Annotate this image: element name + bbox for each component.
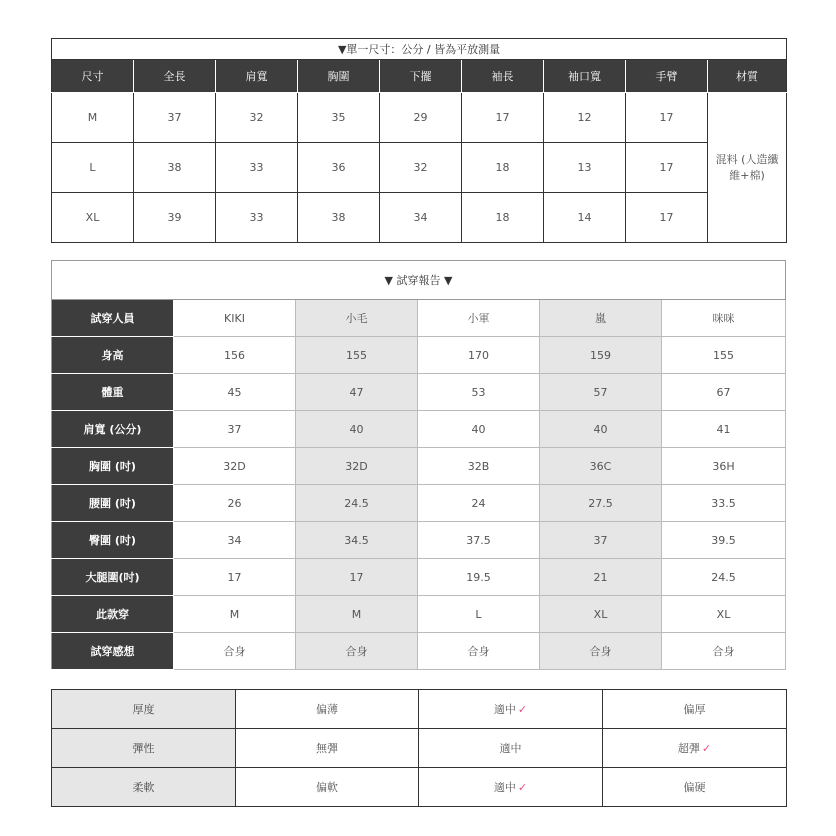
value-cell: 26 (174, 485, 296, 522)
table-row (52, 522, 786, 559)
value-cell: 53 (418, 374, 540, 411)
property-label-cell: 柔軟 (52, 768, 236, 807)
value-cell: 155 (296, 337, 418, 374)
size-cell: 39 (134, 193, 216, 243)
table-row (52, 143, 787, 193)
value-cell: 咪咪 (662, 300, 786, 337)
value-cell: 21 (540, 559, 662, 596)
option-cell (603, 768, 787, 807)
value-cell: 41 (662, 411, 786, 448)
row-header-cell: 胸圍 (吋) (52, 448, 174, 485)
size-cell: 36 (298, 143, 380, 193)
value-cell: 19.5 (418, 559, 540, 596)
value-cell: 40 (418, 411, 540, 448)
value-cell: 156 (174, 337, 296, 374)
option-text: 偏薄 (316, 703, 338, 716)
header-cell: 肩寬 (216, 60, 298, 93)
value-cell: 36C (540, 448, 662, 485)
value-cell: KIKI (174, 300, 296, 337)
value-cell: 47 (296, 374, 418, 411)
header-cell: 手臂 (626, 60, 708, 93)
checkmark-icon: ✓ (517, 781, 528, 794)
value-cell: 34.5 (296, 522, 418, 559)
size-cell: 34 (380, 193, 462, 243)
size-cell: XL (52, 193, 134, 243)
size-cell: 17 (626, 143, 708, 193)
table-row (52, 690, 787, 729)
table-row (52, 485, 786, 522)
header-cell: 全長 (134, 60, 216, 93)
checkmark-icon: ✓ (517, 703, 528, 716)
value-cell: 32D (296, 448, 418, 485)
table-row (52, 559, 786, 596)
checkmark-icon: ✓ (701, 742, 712, 755)
header-cell: 胸圍 (298, 60, 380, 93)
value-cell: 17 (174, 559, 296, 596)
value-cell: 36H (662, 448, 786, 485)
property-label-cell: 厚度 (52, 690, 236, 729)
header-cell: 材質 (708, 60, 787, 93)
row-header-cell: 臀圍 (吋) (52, 522, 174, 559)
value-cell: 32B (418, 448, 540, 485)
value-cell: 27.5 (540, 485, 662, 522)
value-cell: 34 (174, 522, 296, 559)
option-text: 超彈 (677, 742, 700, 755)
material-cell: 混料 (人造纖維+棉) (708, 93, 787, 243)
option-text: 偏厚 (683, 703, 706, 716)
row-header-cell: 大腿圍(吋) (52, 559, 174, 596)
fabric-properties-table (51, 689, 787, 807)
option-cell (236, 729, 419, 768)
option-cell (419, 690, 603, 729)
option-cell (419, 768, 603, 807)
size-cell: 38 (298, 193, 380, 243)
value-cell: L (418, 596, 540, 633)
value-cell: 小毛 (296, 300, 418, 337)
table-row (52, 411, 786, 448)
row-header-cell: 腰圍 (吋) (52, 485, 174, 522)
size-cell: 17 (462, 93, 544, 143)
table-row (52, 374, 786, 411)
value-cell: 155 (662, 337, 786, 374)
value-cell: 40 (540, 411, 662, 448)
option-text: 無彈 (316, 742, 338, 755)
value-cell: 32D (174, 448, 296, 485)
value-cell: 合身 (540, 633, 662, 670)
size-cell: 32 (216, 93, 298, 143)
row-header-cell: 試穿感想 (52, 633, 174, 670)
option-text: 適中 (493, 703, 516, 716)
size-cell: 12 (544, 93, 626, 143)
value-cell: 17 (296, 559, 418, 596)
value-cell: 45 (174, 374, 296, 411)
size-cell: 29 (380, 93, 462, 143)
option-text: 適中 (499, 742, 522, 755)
size-cell: 17 (626, 193, 708, 243)
row-header-cell: 此款穿 (52, 596, 174, 633)
option-text: 偏硬 (683, 781, 706, 794)
value-cell: 159 (540, 337, 662, 374)
size-cell: 38 (134, 143, 216, 193)
size-cell: 33 (216, 143, 298, 193)
value-cell: M (296, 596, 418, 633)
header-cell: 尺寸 (52, 60, 134, 93)
value-cell: 39.5 (662, 522, 786, 559)
table-row (52, 448, 786, 485)
size-cell: M (52, 93, 134, 143)
size-cell: 32 (380, 143, 462, 193)
value-cell: 33.5 (662, 485, 786, 522)
fit-report-table (51, 260, 786, 670)
size-cell: 18 (462, 143, 544, 193)
size-cell: 13 (544, 143, 626, 193)
option-text: 偏軟 (316, 781, 338, 794)
option-cell (603, 729, 787, 768)
value-cell: XL (662, 596, 786, 633)
option-cell (419, 729, 603, 768)
value-cell: 37.5 (418, 522, 540, 559)
row-header-cell: 體重 (52, 374, 174, 411)
option-text: 適中 (493, 781, 516, 794)
size-cell: 17 (626, 93, 708, 143)
row-header-cell: 身高 (52, 337, 174, 374)
header-cell: 袖長 (462, 60, 544, 93)
value-cell: 57 (540, 374, 662, 411)
table-row (52, 633, 786, 670)
table-row (52, 93, 787, 143)
table-row (52, 596, 786, 633)
option-cell (236, 768, 419, 807)
value-cell: M (174, 596, 296, 633)
value-cell: 37 (174, 411, 296, 448)
value-cell: 合身 (662, 633, 786, 670)
table-row (52, 300, 786, 337)
row-header-cell: 試穿人員 (52, 300, 174, 337)
value-cell: 小軍 (418, 300, 540, 337)
value-cell: 24.5 (662, 559, 786, 596)
property-label-cell: 彈性 (52, 729, 236, 768)
value-cell: XL (540, 596, 662, 633)
value-cell: 40 (296, 411, 418, 448)
table-row (52, 193, 787, 243)
size-cell: 33 (216, 193, 298, 243)
size-cell: L (52, 143, 134, 193)
header-cell: 下擺 (380, 60, 462, 93)
table-row (52, 729, 787, 768)
size-cell: 14 (544, 193, 626, 243)
value-cell: 37 (540, 522, 662, 559)
fit-report-caption: ▼ 試穿報告 ▼ (52, 261, 786, 300)
table-row (52, 337, 786, 374)
value-cell: 合身 (296, 633, 418, 670)
size-chart-caption: ▼單一尺寸：公分 / 皆為平放測量 (52, 39, 787, 60)
value-cell: 170 (418, 337, 540, 374)
size-chart-table (51, 38, 787, 243)
size-cell: 37 (134, 93, 216, 143)
header-cell: 袖口寬 (544, 60, 626, 93)
table-row (52, 768, 787, 807)
value-cell: 67 (662, 374, 786, 411)
value-cell: 合身 (418, 633, 540, 670)
size-cell: 18 (462, 193, 544, 243)
value-cell: 24.5 (296, 485, 418, 522)
size-cell: 35 (298, 93, 380, 143)
row-header-cell: 肩寬 (公分) (52, 411, 174, 448)
value-cell: 合身 (174, 633, 296, 670)
value-cell: 嵐 (540, 300, 662, 337)
value-cell: 24 (418, 485, 540, 522)
option-cell (603, 690, 787, 729)
option-cell (236, 690, 419, 729)
